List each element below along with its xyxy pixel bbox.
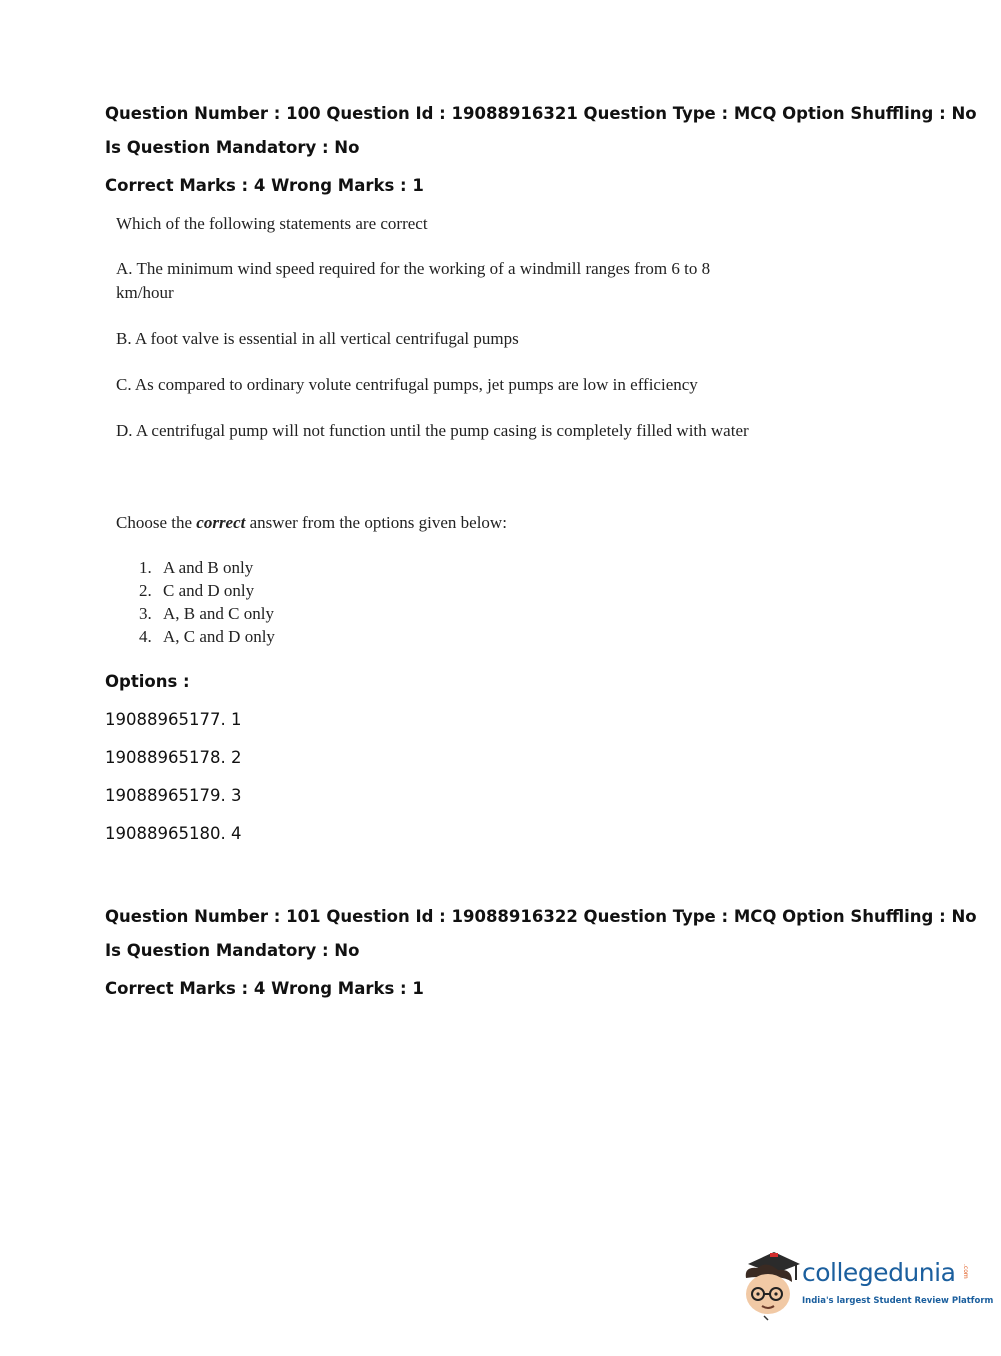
q100-statement-d: D. A centrifugal pump will not function until the pump casing is completely filled with water [116, 421, 749, 440]
q100-statement-a: A. The minimum wind speed required for the working of a windmill ranges from 6 to 8 [116, 259, 711, 278]
q100-meta-line1: Question Number : 100 Question Id : 19088916321 Question Type : MCQ Option Shuffling : No [105, 104, 977, 123]
logo-suffix: .com [962, 1264, 969, 1279]
q100-option: 19088965177. 1 [105, 710, 242, 729]
mascot-icon [740, 1250, 802, 1322]
q100-choice-item [139, 627, 275, 647]
choice-number: 1. [139, 558, 152, 577]
q100-choice-item [139, 558, 253, 578]
q100-options-label: Options : [105, 672, 190, 691]
choice-text: A, B and C only [163, 604, 274, 623]
q100-marks: Correct Marks : 4 Wrong Marks : 1 [105, 176, 424, 195]
choice-number: 2. [139, 581, 152, 600]
choose-prefix: Choose the [116, 513, 197, 532]
choice-number: 4. [139, 627, 152, 646]
choice-text: A, C and D only [163, 627, 275, 646]
choice-text: C and D only [163, 581, 255, 600]
q100-mandatory: Is Question Mandatory : No [105, 138, 360, 157]
choose-suffix: answer from the options given below: [245, 513, 507, 532]
q100-statement-a-cont: km/hour [116, 283, 174, 302]
q100-statement-b: B. A foot valve is essential in all vertical centrifugal pumps [116, 329, 519, 348]
choice-text: A and B only [163, 558, 254, 577]
q100-choose-instruction [116, 513, 507, 533]
q100-option: 19088965179. 3 [105, 786, 242, 805]
q100-option: 19088965180. 4 [105, 824, 242, 843]
choice-number: 3. [139, 604, 152, 623]
q100-choice-item [139, 604, 274, 624]
q100-stem: Which of the following statements are correct [116, 214, 428, 233]
q101-meta-line1: Question Number : 101 Question Id : 19088916322 Question Type : MCQ Option Shuffling : No [105, 907, 977, 926]
logo-wordmark: collegedunia [802, 1258, 956, 1287]
collegedunia-logo [740, 1250, 994, 1322]
q100-option: 19088965178. 2 [105, 748, 242, 767]
q100-choice-item [139, 581, 254, 601]
choose-emphasis: correct [196, 513, 246, 532]
q101-mandatory: Is Question Mandatory : No [105, 941, 360, 960]
q101-marks: Correct Marks : 4 Wrong Marks : 1 [105, 979, 424, 998]
q100-statement-c: C. As compared to ordinary volute centrifugal pumps, jet pumps are low in efficiency [116, 375, 698, 394]
logo-tagline: India's largest Student Review Platform [802, 1296, 994, 1306]
